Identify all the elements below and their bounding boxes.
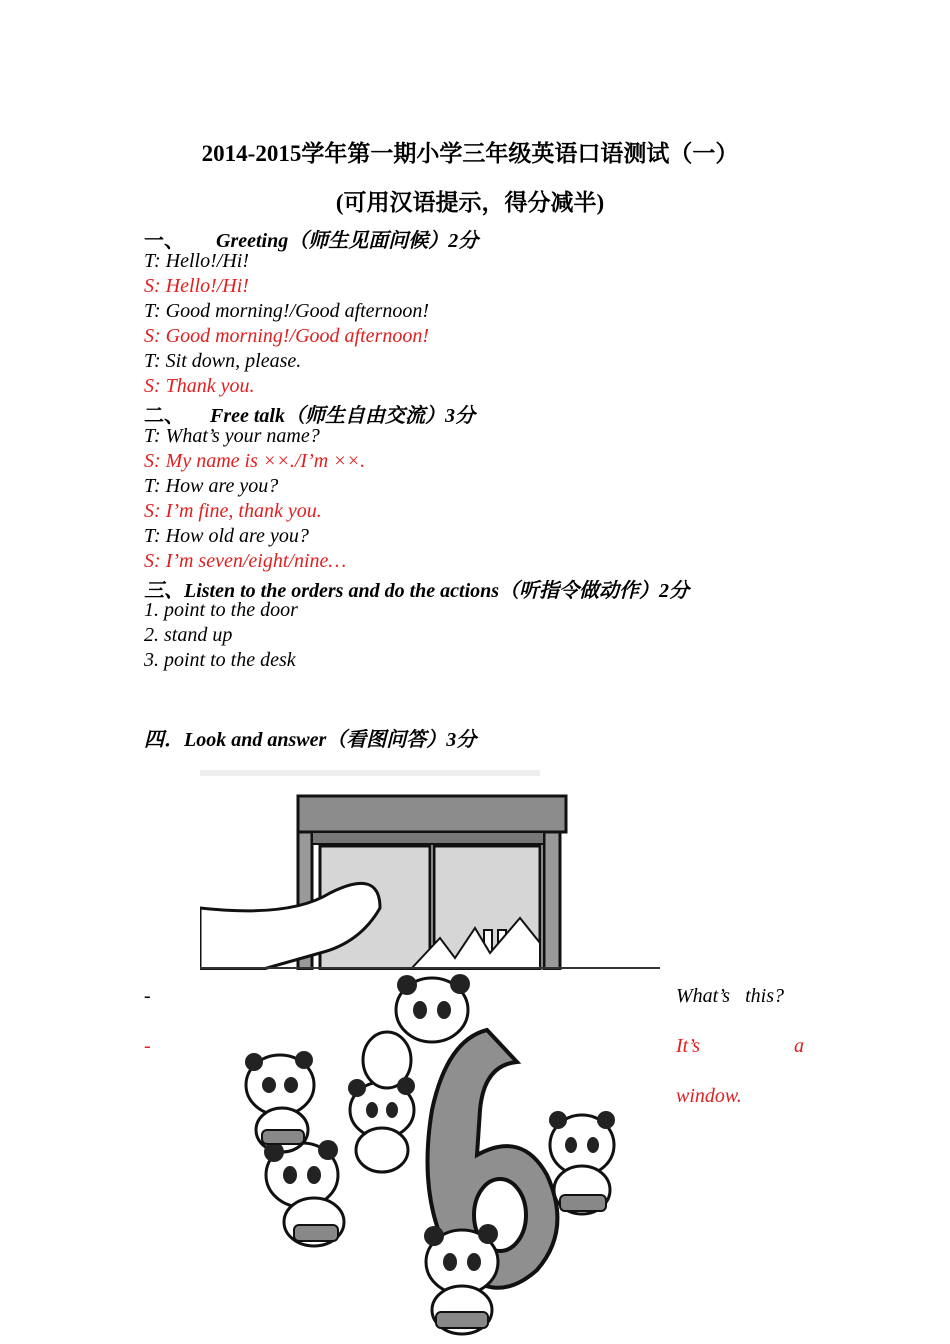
dialog-line: T: Hello!/Hi! xyxy=(144,250,249,272)
order-item: 3. point to the desk xyxy=(144,649,296,671)
section1-heading xyxy=(144,224,478,253)
question-text: What’s this? xyxy=(676,985,784,1007)
dialog-line: S: I’m seven/eight/nine… xyxy=(144,550,347,572)
page-subtitle: (可用汉语提示，得分减半) xyxy=(335,190,605,215)
answer-word-a: a xyxy=(794,1035,804,1057)
order-item: 2. stand up xyxy=(144,624,233,646)
order-item: 1. point to the door xyxy=(144,599,298,621)
answer-word-window: window. xyxy=(676,1085,742,1107)
dialog-line: S: Thank you. xyxy=(144,375,255,397)
dialog-line: S: Good morning!/Good afternoon! xyxy=(144,325,429,347)
section2-number: 二、 xyxy=(144,405,184,427)
pandas-six-image xyxy=(222,970,642,1344)
section1-title: Greeting（师生见面问候）2分 xyxy=(216,230,479,252)
answer-dash-2: - xyxy=(144,1035,151,1057)
section2-heading xyxy=(144,399,475,428)
answer-word-its: It’s xyxy=(676,1035,701,1057)
section2-title: Free talk（师生自由交流）3分 xyxy=(210,405,475,427)
dialog-line: T: How are you? xyxy=(144,475,279,497)
dialog-line: S: Hello!/Hi! xyxy=(144,275,249,297)
dialog-line: T: How old are you? xyxy=(144,525,309,547)
section4-heading: 四．Look and answer（看图问答）3分 xyxy=(144,729,477,751)
section1-number: 一、 xyxy=(144,230,184,252)
dialog-line: T: Good morning!/Good afternoon! xyxy=(144,300,429,322)
answer-dash-1: - xyxy=(144,985,151,1007)
page-title: 2014-2015学年第一期小学三年级英语口语测试（一） xyxy=(201,141,739,166)
section3-heading: 三、Listen to the orders and do the actions（听指令做动作）2分 xyxy=(144,580,690,602)
dialog-line: T: What’s your name? xyxy=(144,425,320,447)
dialog-line: T: Sit down, please. xyxy=(144,350,302,372)
window-image xyxy=(200,768,660,970)
dialog-line: S: I’m fine, thank you. xyxy=(144,500,322,522)
dialog-line: S: My name is ××./I’m ××. xyxy=(144,450,366,472)
